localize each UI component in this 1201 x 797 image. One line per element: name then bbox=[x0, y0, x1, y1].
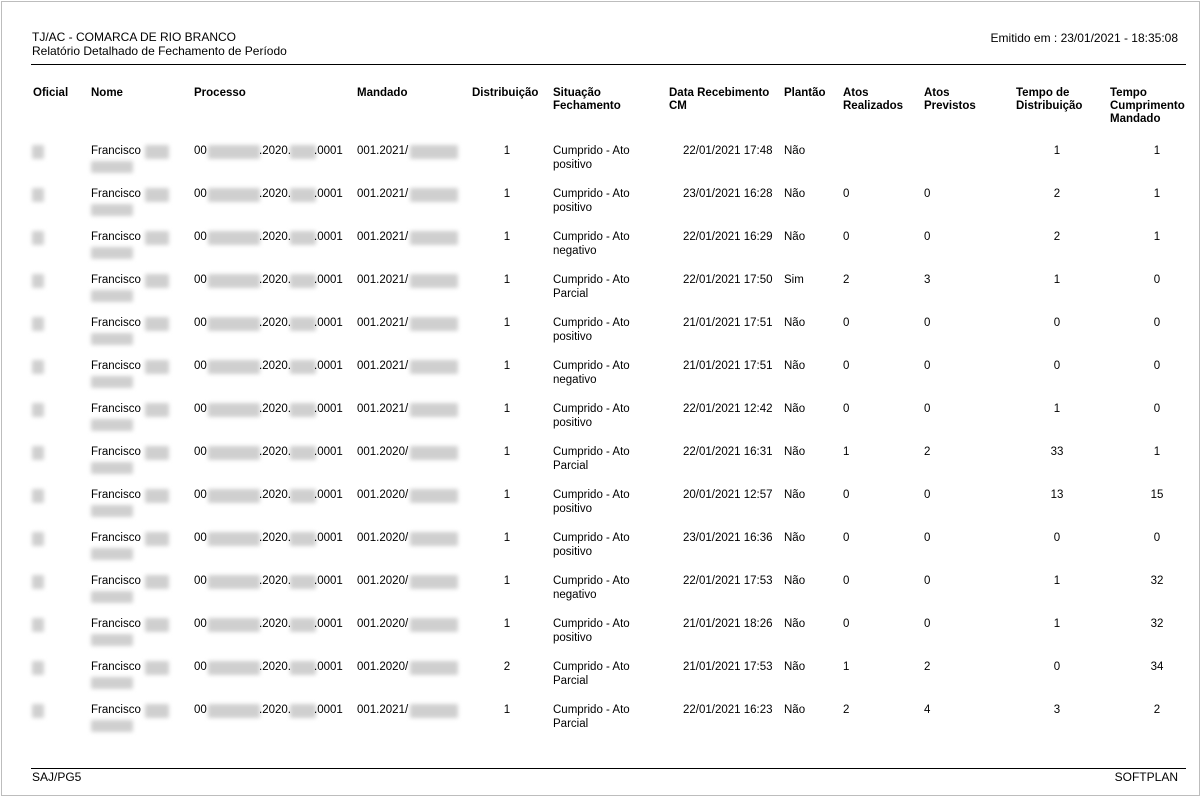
redacted-processo-part bbox=[208, 403, 260, 417]
cell-nome: Francisco bbox=[91, 360, 141, 372]
cell-plantao: Não bbox=[784, 661, 806, 673]
redacted-processo-part bbox=[290, 317, 316, 331]
cell-processo-prefix: 00 bbox=[194, 661, 207, 673]
cell-situacao-line1: Cumprido - Ato bbox=[553, 188, 630, 200]
cell-situacao-line2: positivo bbox=[553, 417, 592, 429]
cell-atos-previstos: 0 bbox=[924, 231, 931, 243]
cell-data-recebimento: 23/01/2021 16:28 bbox=[683, 188, 773, 200]
cell-mandado: 001.2020/ bbox=[357, 446, 409, 458]
cell-distribuicao: 1 bbox=[503, 489, 511, 501]
redacted-name-part bbox=[91, 591, 133, 603]
col-atos-previstos: Atos Previstos bbox=[924, 87, 976, 112]
cell-plantao: Não bbox=[784, 704, 806, 716]
cell-tempo-cumprimento: 1 bbox=[1153, 446, 1161, 458]
cell-processo-suffix: .0001 bbox=[314, 145, 343, 157]
redacted-oficial bbox=[32, 317, 44, 331]
cell-processo-suffix: .0001 bbox=[314, 274, 343, 286]
redacted-mandado-part bbox=[410, 360, 458, 374]
cell-processo-suffix: .0001 bbox=[314, 403, 343, 415]
cell-data-recebimento: 21/01/2021 18:26 bbox=[683, 618, 773, 630]
redacted-processo-part bbox=[290, 489, 316, 503]
cell-atos-previstos: 0 bbox=[924, 360, 931, 372]
cell-mandado: 001.2020/ bbox=[357, 575, 409, 587]
cell-tempo-cumprimento: 0 bbox=[1153, 403, 1161, 415]
redacted-name-part bbox=[145, 145, 169, 159]
cell-situacao-line2: Parcial bbox=[553, 288, 589, 300]
redacted-mandado-part bbox=[410, 532, 458, 546]
cell-distribuicao: 1 bbox=[503, 618, 511, 630]
cell-mandado: 001.2021/ bbox=[357, 188, 409, 200]
cell-distribuicao: 1 bbox=[503, 403, 511, 415]
redacted-name-part bbox=[91, 419, 133, 431]
redacted-processo-part bbox=[290, 274, 316, 288]
redacted-processo-part bbox=[208, 274, 260, 288]
cell-processo-suffix: .0001 bbox=[314, 446, 343, 458]
redacted-processo-part bbox=[290, 403, 316, 417]
cell-mandado: 001.2021/ bbox=[357, 274, 409, 286]
redacted-mandado-part bbox=[410, 317, 458, 331]
redacted-name-part bbox=[145, 618, 169, 632]
col-tempo-cumprimento: Tempo Cumprimento Mandado bbox=[1110, 87, 1185, 125]
cell-atos-previstos: 2 bbox=[924, 661, 931, 673]
cell-processo-year: .2020. bbox=[259, 188, 291, 200]
cell-tempo-distribuicao: 1 bbox=[1053, 575, 1061, 587]
cell-plantao: Não bbox=[784, 360, 806, 372]
cell-plantao: Não bbox=[784, 575, 806, 587]
cell-processo-prefix: 00 bbox=[194, 145, 207, 157]
redacted-oficial bbox=[32, 274, 44, 288]
cell-nome: Francisco bbox=[91, 575, 141, 587]
cell-situacao-line2: Parcial bbox=[553, 460, 589, 472]
redacted-processo-part bbox=[208, 704, 260, 718]
cell-data-recebimento: 22/01/2021 17:48 bbox=[683, 145, 773, 157]
report-page bbox=[1, 1, 1200, 796]
cell-situacao-line1: Cumprido - Ato bbox=[553, 317, 630, 329]
cell-situacao-line1: Cumprido - Ato bbox=[553, 446, 630, 458]
redacted-name-part bbox=[91, 376, 133, 388]
cell-atos-realizados: 0 bbox=[843, 532, 850, 544]
cell-situacao-line2: positivo bbox=[553, 159, 592, 171]
cell-atos-realizados: 0 bbox=[843, 317, 850, 329]
cell-atos-realizados: 1 bbox=[843, 661, 850, 673]
redacted-oficial bbox=[32, 661, 44, 675]
cell-nome: Francisco bbox=[91, 403, 141, 415]
redacted-processo-part bbox=[208, 446, 260, 460]
redacted-mandado-part bbox=[410, 231, 458, 245]
cell-situacao-line2: positivo bbox=[553, 331, 592, 343]
redacted-oficial bbox=[32, 188, 44, 202]
cell-tempo-distribuicao: 1 bbox=[1053, 403, 1061, 415]
cell-distribuicao: 1 bbox=[503, 317, 511, 329]
cell-situacao-line1: Cumprido - Ato bbox=[553, 145, 630, 157]
cell-processo-suffix: .0001 bbox=[314, 489, 343, 501]
cell-processo-year: .2020. bbox=[259, 618, 291, 630]
cell-mandado: 001.2021/ bbox=[357, 360, 409, 372]
redacted-name-part bbox=[91, 677, 133, 689]
cell-tempo-cumprimento: 32 bbox=[1150, 575, 1164, 587]
redacted-name-part bbox=[145, 188, 169, 202]
redacted-oficial bbox=[32, 532, 44, 546]
cell-plantao: Não bbox=[784, 231, 806, 243]
cell-plantao: Não bbox=[784, 317, 806, 329]
redacted-processo-part bbox=[290, 618, 316, 632]
cell-plantao: Não bbox=[784, 145, 806, 157]
redacted-name-part bbox=[91, 462, 133, 474]
cell-mandado: 001.2021/ bbox=[357, 704, 409, 716]
cell-data-recebimento: 21/01/2021 17:51 bbox=[683, 317, 773, 329]
redacted-name-part bbox=[145, 575, 169, 589]
col-atos-realizados: Atos Realizados bbox=[843, 87, 904, 112]
cell-tempo-cumprimento: 34 bbox=[1150, 661, 1164, 673]
cell-data-recebimento: 21/01/2021 17:51 bbox=[683, 360, 773, 372]
cell-atos-realizados: 0 bbox=[843, 360, 850, 372]
cell-processo-year: .2020. bbox=[259, 145, 291, 157]
col-data-recebimento: Data Recebimento CM bbox=[669, 87, 770, 112]
cell-processo-prefix: 00 bbox=[194, 489, 207, 501]
cell-data-recebimento: 23/01/2021 16:36 bbox=[683, 532, 773, 544]
redacted-name-part bbox=[145, 661, 169, 675]
redacted-name-part bbox=[91, 161, 133, 173]
redacted-processo-part bbox=[290, 188, 316, 202]
cell-data-recebimento: 22/01/2021 12:42 bbox=[683, 403, 773, 415]
report-title: Relatório Detalhado de Fechamento de Período bbox=[32, 44, 287, 58]
cell-processo-year: .2020. bbox=[259, 403, 291, 415]
redacted-processo-part bbox=[208, 360, 260, 374]
cell-distribuicao: 2 bbox=[503, 661, 511, 673]
cell-mandado: 001.2020/ bbox=[357, 618, 409, 630]
cell-nome: Francisco bbox=[91, 446, 141, 458]
cell-processo-year: .2020. bbox=[259, 704, 291, 716]
cell-processo-year: .2020. bbox=[259, 489, 291, 501]
cell-processo-suffix: .0001 bbox=[314, 575, 343, 587]
redacted-processo-part bbox=[208, 575, 260, 589]
cell-tempo-cumprimento: 1 bbox=[1153, 145, 1161, 157]
redacted-name-part bbox=[145, 231, 169, 245]
cell-processo-year: .2020. bbox=[259, 274, 291, 286]
cell-atos-previstos: 4 bbox=[924, 704, 931, 716]
cell-data-recebimento: 22/01/2021 16:29 bbox=[683, 231, 773, 243]
cell-situacao-line2: positivo bbox=[553, 546, 592, 558]
cell-processo-suffix: .0001 bbox=[314, 188, 343, 200]
redacted-name-part bbox=[91, 505, 133, 517]
cell-data-recebimento: 22/01/2021 17:53 bbox=[683, 575, 773, 587]
cell-mandado: 001.2021/ bbox=[357, 403, 409, 415]
cell-distribuicao: 1 bbox=[503, 274, 511, 286]
cell-situacao-line1: Cumprido - Ato bbox=[553, 274, 630, 286]
report-header bbox=[32, 30, 287, 58]
cell-atos-realizados: 0 bbox=[843, 489, 850, 501]
cell-atos-previstos: 0 bbox=[924, 489, 931, 501]
redacted-name-part bbox=[145, 532, 169, 546]
cell-mandado: 001.2020/ bbox=[357, 489, 409, 501]
cell-processo-suffix: .0001 bbox=[314, 618, 343, 630]
cell-tempo-distribuicao: 0 bbox=[1053, 532, 1061, 544]
redacted-mandado-part bbox=[410, 618, 458, 632]
cell-tempo-distribuicao: 1 bbox=[1053, 274, 1061, 286]
redacted-oficial bbox=[32, 575, 44, 589]
redacted-mandado-part bbox=[410, 704, 458, 718]
redacted-processo-part bbox=[290, 446, 316, 460]
redacted-processo-part bbox=[208, 661, 260, 675]
cell-nome: Francisco bbox=[91, 145, 141, 157]
redacted-processo-part bbox=[208, 188, 260, 202]
cell-processo-year: .2020. bbox=[259, 446, 291, 458]
cell-nome: Francisco bbox=[91, 188, 141, 200]
col-mandado: Mandado bbox=[357, 87, 408, 99]
redacted-name-part bbox=[145, 274, 169, 288]
cell-tempo-cumprimento: 15 bbox=[1150, 489, 1164, 501]
cell-tempo-distribuicao: 0 bbox=[1053, 360, 1061, 372]
cell-tempo-cumprimento: 32 bbox=[1150, 618, 1164, 630]
header-divider bbox=[31, 64, 1186, 65]
cell-processo-suffix: .0001 bbox=[314, 317, 343, 329]
cell-tempo-distribuicao: 3 bbox=[1053, 704, 1061, 716]
footer-system: SAJ/PG5 bbox=[32, 770, 82, 784]
cell-distribuicao: 1 bbox=[503, 360, 511, 372]
cell-data-recebimento: 22/01/2021 17:50 bbox=[683, 274, 773, 286]
cell-atos-previstos: 0 bbox=[924, 618, 931, 630]
redacted-name-part bbox=[91, 204, 133, 216]
cell-atos-realizados: 0 bbox=[843, 403, 850, 415]
redacted-processo-part bbox=[290, 231, 316, 245]
cell-situacao-line2: negativo bbox=[553, 589, 597, 601]
cell-nome: Francisco bbox=[91, 274, 141, 286]
redacted-mandado-part bbox=[410, 575, 458, 589]
redacted-oficial bbox=[32, 618, 44, 632]
cell-data-recebimento: 22/01/2021 16:31 bbox=[683, 446, 773, 458]
cell-situacao-line1: Cumprido - Ato bbox=[553, 618, 630, 630]
cell-processo-suffix: .0001 bbox=[314, 231, 343, 243]
redacted-processo-part bbox=[290, 661, 316, 675]
redacted-mandado-part bbox=[410, 661, 458, 675]
cell-situacao-line2: positivo bbox=[553, 632, 592, 644]
redacted-mandado-part bbox=[410, 489, 458, 503]
cell-processo-prefix: 00 bbox=[194, 317, 207, 329]
cell-distribuicao: 1 bbox=[503, 446, 511, 458]
redacted-mandado-part bbox=[410, 403, 458, 417]
cell-atos-previstos: 0 bbox=[924, 188, 931, 200]
cell-situacao-line1: Cumprido - Ato bbox=[553, 704, 630, 716]
cell-plantao: Não bbox=[784, 188, 806, 200]
cell-processo-prefix: 00 bbox=[194, 618, 207, 630]
redacted-oficial bbox=[32, 231, 44, 245]
cell-tempo-distribuicao: 1 bbox=[1053, 145, 1061, 157]
cell-nome: Francisco bbox=[91, 704, 141, 716]
cell-situacao-line2: negativo bbox=[553, 374, 597, 386]
cell-situacao-line1: Cumprido - Ato bbox=[553, 575, 630, 587]
cell-plantao: Sim bbox=[784, 274, 804, 286]
redacted-processo-part bbox=[208, 145, 260, 159]
cell-processo-prefix: 00 bbox=[194, 532, 207, 544]
cell-processo-prefix: 00 bbox=[194, 704, 207, 716]
cell-atos-previstos: 0 bbox=[924, 403, 931, 415]
redacted-processo-part bbox=[290, 532, 316, 546]
cell-processo-prefix: 00 bbox=[194, 575, 207, 587]
cell-mandado: 001.2021/ bbox=[357, 145, 409, 157]
cell-situacao-line1: Cumprido - Ato bbox=[553, 403, 630, 415]
cell-atos-realizados: 0 bbox=[843, 188, 850, 200]
cell-atos-realizados: 2 bbox=[843, 704, 850, 716]
cell-nome: Francisco bbox=[91, 661, 141, 673]
emission-date: Emitido em : 23/01/2021 - 18:35:08 bbox=[990, 31, 1178, 45]
redacted-name-part bbox=[145, 317, 169, 331]
cell-distribuicao: 1 bbox=[503, 704, 511, 716]
cell-tempo-cumprimento: 2 bbox=[1153, 704, 1161, 716]
cell-processo-prefix: 00 bbox=[194, 188, 207, 200]
cell-situacao-line2: Parcial bbox=[553, 675, 589, 687]
cell-situacao-line1: Cumprido - Ato bbox=[553, 532, 630, 544]
redacted-mandado-part bbox=[410, 274, 458, 288]
redacted-processo-part bbox=[290, 704, 316, 718]
cell-processo-year: .2020. bbox=[259, 575, 291, 587]
cell-processo-prefix: 00 bbox=[194, 403, 207, 415]
redacted-processo-part bbox=[290, 145, 316, 159]
cell-data-recebimento: 22/01/2021 16:23 bbox=[683, 704, 773, 716]
redacted-name-part bbox=[91, 634, 133, 646]
col-situacao: Situação Fechamento bbox=[553, 87, 621, 112]
redacted-name-part bbox=[91, 548, 133, 560]
cell-processo-prefix: 00 bbox=[194, 446, 207, 458]
cell-tempo-distribuicao: 1 bbox=[1053, 618, 1061, 630]
cell-tempo-cumprimento: 0 bbox=[1153, 317, 1161, 329]
cell-situacao-line1: Cumprido - Ato bbox=[553, 231, 630, 243]
cell-processo-suffix: .0001 bbox=[314, 704, 343, 716]
cell-tempo-cumprimento: 0 bbox=[1153, 532, 1161, 544]
redacted-processo-part bbox=[208, 618, 260, 632]
col-distribuicao: Distribuição bbox=[472, 87, 539, 99]
cell-processo-suffix: .0001 bbox=[314, 360, 343, 372]
footer-vendor: SOFTPLAN bbox=[1114, 770, 1178, 784]
cell-situacao-line2: Parcial bbox=[553, 718, 589, 730]
cell-distribuicao: 1 bbox=[503, 145, 511, 157]
cell-situacao-line1: Cumprido - Ato bbox=[553, 661, 630, 673]
cell-processo-prefix: 00 bbox=[194, 231, 207, 243]
cell-processo-year: .2020. bbox=[259, 532, 291, 544]
cell-distribuicao: 1 bbox=[503, 188, 511, 200]
cell-mandado: 001.2020/ bbox=[357, 661, 409, 673]
cell-mandado: 001.2021/ bbox=[357, 231, 409, 243]
cell-plantao: Não bbox=[784, 532, 806, 544]
redacted-oficial bbox=[32, 360, 44, 374]
redacted-processo-part bbox=[208, 317, 260, 331]
cell-atos-previstos: 2 bbox=[924, 446, 931, 458]
redacted-name-part bbox=[145, 704, 169, 718]
cell-tempo-distribuicao: 2 bbox=[1053, 188, 1061, 200]
cell-tempo-distribuicao: 33 bbox=[1050, 446, 1064, 458]
col-nome: Nome bbox=[91, 87, 123, 99]
cell-atos-previstos: 0 bbox=[924, 532, 931, 544]
col-tempo-distribuicao: Tempo de Distribuição bbox=[1016, 87, 1083, 112]
cell-situacao-line2: positivo bbox=[553, 202, 592, 214]
cell-processo-suffix: .0001 bbox=[314, 532, 343, 544]
redacted-name-part bbox=[91, 247, 133, 259]
redacted-oficial bbox=[32, 489, 44, 503]
cell-nome: Francisco bbox=[91, 317, 141, 329]
redacted-processo-part bbox=[290, 360, 316, 374]
cell-processo-year: .2020. bbox=[259, 661, 291, 673]
cell-nome: Francisco bbox=[91, 231, 141, 243]
cell-situacao-line1: Cumprido - Ato bbox=[553, 489, 630, 501]
redacted-oficial bbox=[32, 704, 44, 718]
cell-processo-prefix: 00 bbox=[194, 274, 207, 286]
cell-atos-realizados: 1 bbox=[843, 446, 850, 458]
redacted-mandado-part bbox=[410, 446, 458, 460]
footer-divider bbox=[31, 768, 1186, 769]
cell-distribuicao: 1 bbox=[503, 575, 511, 587]
redacted-name-part bbox=[145, 360, 169, 374]
redacted-processo-part bbox=[208, 489, 260, 503]
redacted-processo-part bbox=[208, 532, 260, 546]
redacted-oficial bbox=[32, 446, 44, 460]
cell-tempo-distribuicao: 0 bbox=[1053, 661, 1061, 673]
cell-plantao: Não bbox=[784, 403, 806, 415]
cell-mandado: 001.2020/ bbox=[357, 532, 409, 544]
cell-atos-previstos: 0 bbox=[924, 575, 931, 587]
cell-processo-year: .2020. bbox=[259, 360, 291, 372]
redacted-name-part bbox=[145, 489, 169, 503]
cell-tempo-cumprimento: 0 bbox=[1153, 274, 1161, 286]
cell-atos-realizados: 0 bbox=[843, 618, 850, 630]
cell-tempo-cumprimento: 0 bbox=[1153, 360, 1161, 372]
cell-distribuicao: 1 bbox=[503, 231, 511, 243]
redacted-oficial bbox=[32, 145, 44, 159]
cell-processo-prefix: 00 bbox=[194, 360, 207, 372]
cell-tempo-cumprimento: 1 bbox=[1153, 231, 1161, 243]
cell-nome: Francisco bbox=[91, 532, 141, 544]
cell-atos-realizados: 0 bbox=[843, 575, 850, 587]
col-processo: Processo bbox=[194, 87, 246, 99]
cell-processo-year: .2020. bbox=[259, 317, 291, 329]
cell-distribuicao: 1 bbox=[503, 532, 511, 544]
cell-atos-realizados: 0 bbox=[843, 231, 850, 243]
cell-atos-realizados: 2 bbox=[843, 274, 850, 286]
redacted-name-part bbox=[145, 403, 169, 417]
cell-plantao: Não bbox=[784, 446, 806, 458]
cell-tempo-distribuicao: 2 bbox=[1053, 231, 1061, 243]
redacted-processo-part bbox=[290, 575, 316, 589]
cell-processo-suffix: .0001 bbox=[314, 661, 343, 673]
cell-atos-previstos: 0 bbox=[924, 317, 931, 329]
cell-tempo-distribuicao: 0 bbox=[1053, 317, 1061, 329]
cell-situacao-line2: negativo bbox=[553, 245, 597, 257]
redacted-mandado-part bbox=[410, 188, 458, 202]
col-plantao: Plantão bbox=[784, 87, 826, 99]
redacted-name-part bbox=[91, 333, 133, 345]
cell-atos-previstos: 3 bbox=[924, 274, 931, 286]
cell-data-recebimento: 20/01/2021 12:57 bbox=[683, 489, 773, 501]
cell-plantao: Não bbox=[784, 618, 806, 630]
cell-mandado: 001.2021/ bbox=[357, 317, 409, 329]
redacted-processo-part bbox=[208, 231, 260, 245]
redacted-oficial bbox=[32, 403, 44, 417]
redacted-name-part bbox=[145, 446, 169, 460]
cell-nome: Francisco bbox=[91, 489, 141, 501]
cell-nome: Francisco bbox=[91, 618, 141, 630]
cell-tempo-distribuicao: 13 bbox=[1050, 489, 1064, 501]
col-oficial: Oficial bbox=[33, 87, 69, 99]
cell-data-recebimento: 21/01/2021 17:53 bbox=[683, 661, 773, 673]
court-name: TJ/AC - COMARCA DE RIO BRANCO bbox=[32, 30, 237, 44]
cell-situacao-line2: positivo bbox=[553, 503, 592, 515]
cell-situacao-line1: Cumprido - Ato bbox=[553, 360, 630, 372]
redacted-name-part bbox=[91, 290, 133, 302]
redacted-mandado-part bbox=[410, 145, 458, 159]
cell-processo-year: .2020. bbox=[259, 231, 291, 243]
cell-tempo-cumprimento: 1 bbox=[1153, 188, 1161, 200]
cell-plantao: Não bbox=[784, 489, 806, 501]
redacted-name-part bbox=[91, 720, 133, 732]
